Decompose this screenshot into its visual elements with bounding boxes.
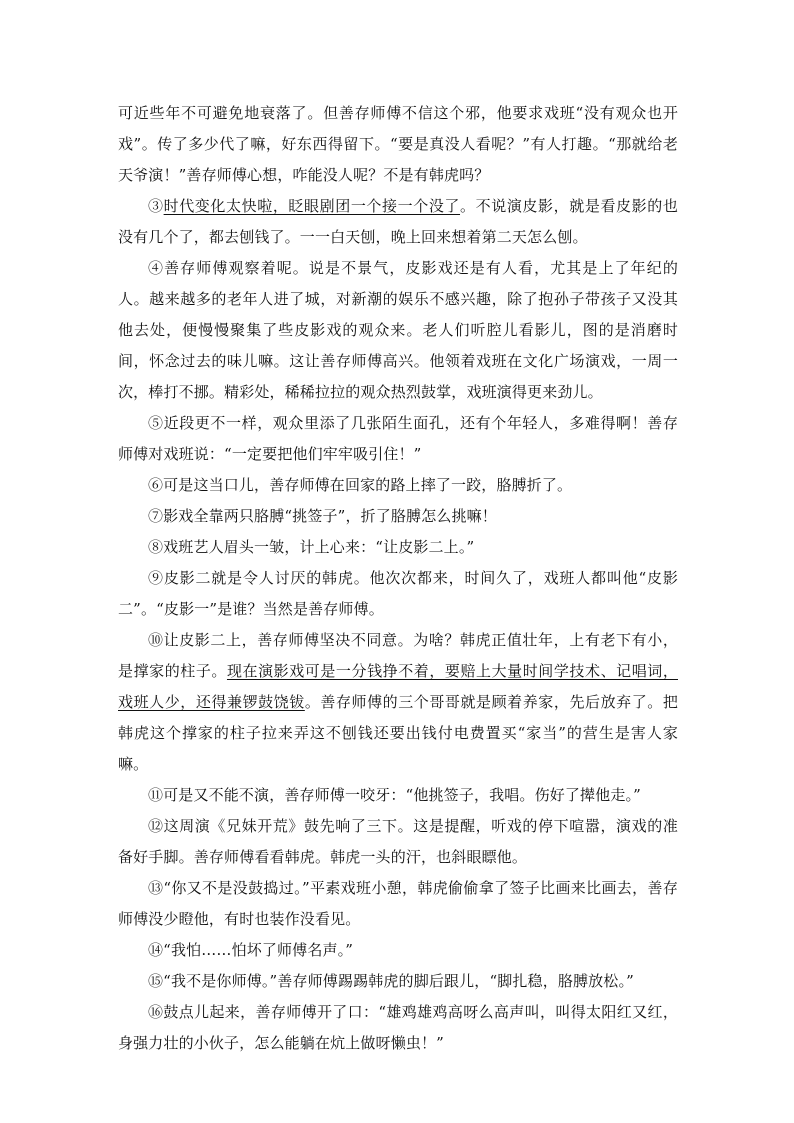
paragraph-text: ⑫这周演《兄妹开荒》鼓先响了三下。这是提醒，听戏的停下喧嚣，演戏的准备好手脚。善存师傅看看韩虎。韩虎一头的汗，也斜眼瞟他。 bbox=[118, 817, 678, 866]
paragraph-7 bbox=[118, 501, 678, 532]
paragraph-text: ⑥可是这当口儿，善存师傅在回家的路上摔了一跤，胳膊折了。 bbox=[148, 476, 573, 494]
paragraph-3 bbox=[118, 191, 678, 253]
paragraph-text: ⑩让皮影二上，善存师傅坚决不同意。为啥？韩虎正值壮年，上有老下有小，是撑家的柱子。 bbox=[118, 631, 678, 680]
paragraph-text: 。善存师傅的三个哥哥就是顾着养家，先后放弃了。把韩虎这个撑家的柱子拉来弄这不刨钱还要出钱付电费置买“家当”的营生是害人家嘛。 bbox=[118, 693, 678, 773]
underlined-sentence: 时代变化太快啦，眨眼剧团一个接一个没了 bbox=[163, 197, 461, 215]
paragraph-14 bbox=[118, 935, 678, 966]
paragraph-text: ⑮“我不是你师傅。”善存师傅踢踢韩虎的脚后跟儿，“脚扎稳，胳膊放松。” bbox=[148, 972, 634, 990]
paragraph-text: ⑦影戏全靠两只胳膊“挑签子”，折了胳膊怎么挑嘛！ bbox=[148, 507, 497, 525]
paragraph-10 bbox=[118, 625, 678, 780]
paragraph-15 bbox=[118, 966, 678, 997]
paragraph-text: 可近些年不可避免地衰落了。但善存师傅不信这个邪，他要求戏班“没有观众也开戏”。传了多少代了嘛，好东西得留下。“要是真没人看呢？”有人打趣。“那就给老天爷演！”善存师傅心想，咋能没人呢？不是有韩虎吗？ bbox=[118, 104, 678, 184]
paragraph-11 bbox=[118, 780, 678, 811]
paragraph-text: ⑯鼓点儿起来，善存师傅开了口：“雄鸡雄鸡高呀么高声叫，叫得太阳红又红，身强力壮的小伙子，怎么能躺在炕上做呀懒虫！” bbox=[118, 1003, 678, 1052]
paragraph-text: 。不说演皮影，就是看皮影的也没有几个了，都去刨钱了。一一白天刨，晚上回来想着第二天怎么刨。 bbox=[118, 197, 678, 246]
paragraph-text: ⑬“你又不是没鼓捣过。”平素戏班小憩，韩虎偷偷拿了签子比画来比画去，善存师傅没少瞪他，有时也装作没看见。 bbox=[118, 879, 678, 928]
paragraph-text: ④善存师傅观察着呢。说是不景气，皮影戏还是有人看，尤其是上了年纪的人。越来越多的老年人进了城，对新潮的娱乐不感兴趣，除了抱孙子带孩子又没其他去处，便慢慢聚集了些皮影戏的观众来。老人们听腔儿看影儿，图的是消磨时间，怀念过去的味儿嘛。这让善存师傅高兴。他领着戏班在文化广场演戏，一周一次，棒打不挪。精彩处，稀稀拉拉的观众热烈鼓掌，戏班演得更来劲儿。 bbox=[118, 259, 678, 401]
paragraph-5 bbox=[118, 408, 678, 470]
paragraph-12 bbox=[118, 811, 678, 873]
paragraph-text: ⑨皮影二就是令人讨厌的韩虎。他次次都来，时间久了，戏班人都叫他“皮影二”。“皮影一”是谁？当然是善存师傅。 bbox=[118, 569, 678, 618]
paragraph-6 bbox=[118, 470, 678, 501]
paragraph-number: ③ bbox=[148, 197, 164, 215]
paragraph-text: ⑧戏班艺人眉头一皱，计上心来：“让皮影二上。” bbox=[148, 538, 475, 556]
article-body bbox=[118, 98, 678, 1059]
paragraph-8 bbox=[118, 532, 678, 563]
paragraph-text: ⑪可是又不能不演，善存师傅一咬牙：“他挑签子，我唱。伤好了撵他走。” bbox=[148, 786, 641, 804]
paragraph-text: ⑭“我怕……怕坏了师傅名声。” bbox=[148, 941, 354, 959]
paragraph-13 bbox=[118, 873, 678, 935]
underlined-sentence: 现在演影戏可是一分钱挣不着，要赔上大量时间学技术、记唱词，戏班人少，还得兼锣鼓饶钹 bbox=[118, 662, 678, 711]
paragraph-2-tail bbox=[118, 98, 678, 191]
paragraph-4 bbox=[118, 253, 678, 408]
paragraph-16 bbox=[118, 997, 678, 1059]
paragraph-text: ⑤近段更不一样，观众里添了几张陌生面孔，还有个年轻人，多难得啊！善存师傅对戏班说：“一定要把他们牢牢吸引住！” bbox=[118, 414, 678, 463]
paragraph-9 bbox=[118, 563, 678, 625]
